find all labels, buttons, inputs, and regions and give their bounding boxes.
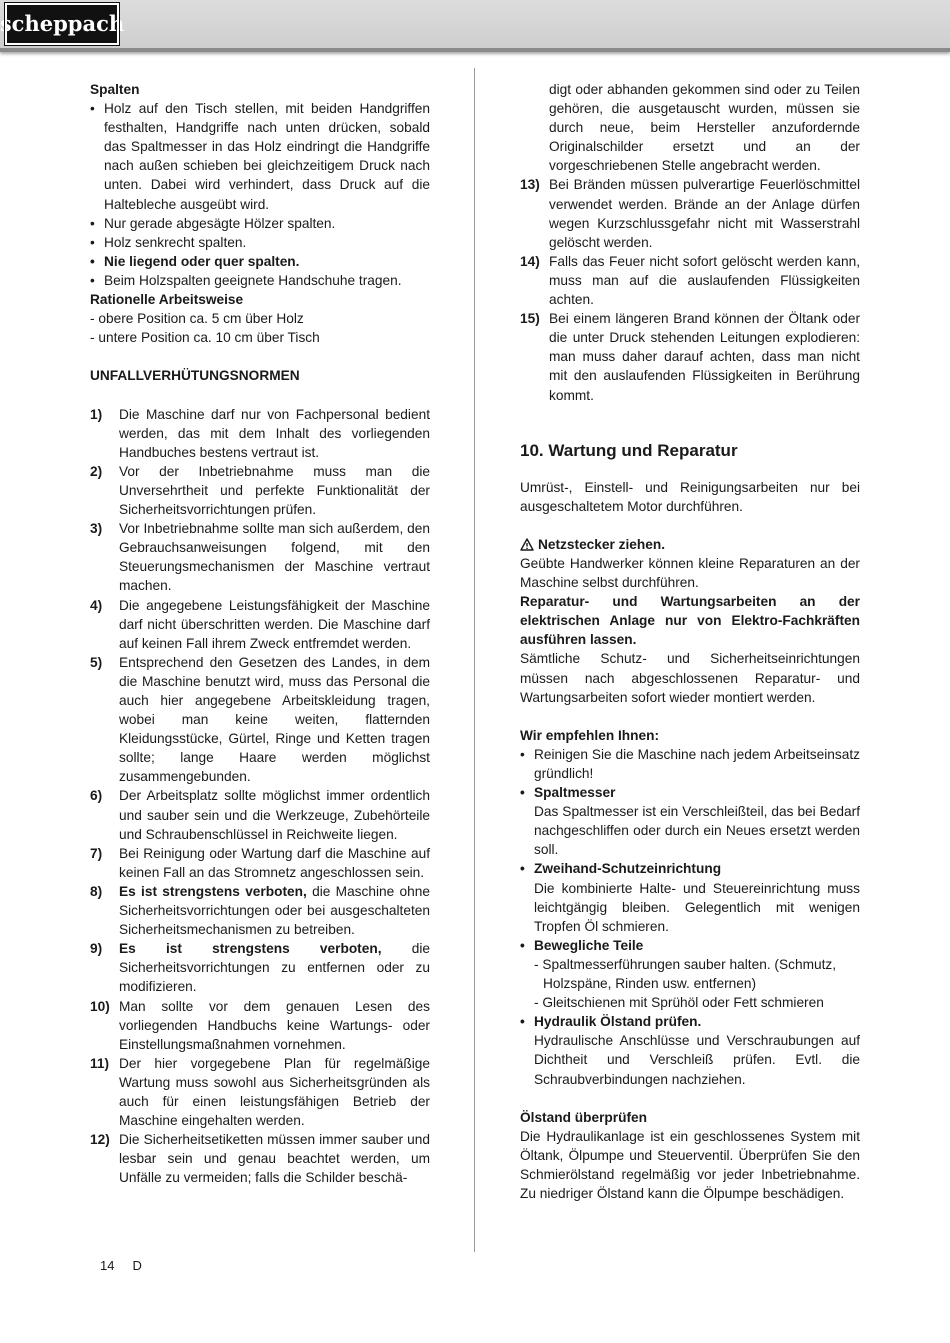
rule-item [90,405,430,462]
rule-text: Die Maschine darf nur von Fachpersonal bedient werden, das mit dem Inhalt des vorliegenden Handbuches bestens vertraut ist. [119,406,430,460]
netzstecker-heading [520,535,860,554]
rule-number: 9) [90,941,103,957]
column-divider [474,68,475,1252]
rule-text: Man sollte vor dem genauen Lesen des vorliegenden Handbuchs keine Wartungs- oder Einstellungsmaßnahmen vornehmen. [119,998,430,1052]
oelstand-text: Die Hydraulikanlage ist ein geschlossenes System mit Öltank, Ölpumpe und Steuerventil. Überprüfen Sie den Schmierölstand regelmäßig vor jeder Inbetriebnahme. Zu niedriger Ölstand kann die Ölpumpe beschädigen. [520,1128,860,1202]
rule-item [520,309,860,404]
rule-item [90,997,430,1054]
spalten-bullet-4: • Nie liegend oder quer spalten. [90,252,430,271]
rule-number: 1) [90,406,103,422]
rule-item [520,252,860,309]
rule-number: 3) [90,521,103,537]
empfehlung-bullet-1: • Reinigen Sie die Maschine nach jedem Arbeitseinsatz gründlich! [520,745,860,783]
rule-item [90,939,430,996]
brand-logo [0,3,125,45]
spalten-bullet-1: • Holz auf den Tisch stellen, mit beiden Handgriffen festhalten, Handgriffe nach unten drücken, sobald das Spaltmesser in das Holz eindringt die Handgriffe nach außen schieben bei gleichzeitigem Druck nach unten. Dabei wird verhindert, dass Druck auf die Haltebleche ausgeübt wird. [90,99,430,214]
rational-heading: Rationelle Arbeitsweise [90,292,244,308]
right-column [520,80,860,1203]
rule-item [90,1130,430,1187]
rule-number: 2) [90,463,103,479]
rational-line-2: - untere Position ca. 10 cm über Tisch [90,330,320,346]
netzstecker-label: Netzstecker ziehen. [538,536,666,552]
rule-item [90,844,430,882]
rule-number: 8) [90,883,103,899]
rule-text: Falls das Feuer nicht sofort gelöscht werden kann, muss man auf die auslaufenden Flüssigkeiten achten. [549,253,860,308]
page-footer [100,1256,160,1275]
elektro-warning: Reparatur- und Wartungsarbeiten an der elektrischen Anlage nur von Elektro-Fachkräften ausführen lassen. [520,594,860,648]
rule-item [90,653,430,787]
netzstecker-text: Geübte Handwerker können kleine Reparaturen an der Maschine selbst durchführen. [520,555,860,591]
unfall-heading: UNFALLVERHÜTUNGSNORMEN [90,368,300,384]
rule-text: Bei einem längeren Brand können der Öltank oder die unter Druck stehenden Leitungen explodieren: man muss daher darauf achten, dass man nicht mit den auslaufenden Flüssigkeiten in Berührung kommt. [549,311,860,403]
rule-item [90,519,430,595]
zweihand-heading: • Zweihand-Schutzeinrichtung [520,859,860,878]
language-code: D [132,1258,142,1273]
schutz-text: Sämtliche Schutz- und Sicherheitseinrichtungen müssen nach abgeschlossenen Reparatur- und Wartungsarbeiten sofort wieder montiert werden. [520,651,860,705]
rule-item [90,786,430,843]
logo-text: scheppach [0,11,125,36]
bewegliche-teile-line-2: - Gleitschienen mit Sprühöl oder Fett schmieren [534,995,824,1011]
rule-number: 10) [90,998,110,1014]
rule-item [90,596,430,653]
oelstand-heading: Ölstand überprüfen [520,1109,647,1125]
rule-text: Der hier vorgegebene Plan für regelmäßige Wartung muss sowohl aus Sicherheitsgründen als auch für einen leistungsfähigen Betrieb der Maschine eingehalten werden. [119,1055,430,1129]
spalten-bullet-2: • Nur gerade abgesägte Hölzer spalten. [90,214,430,233]
rule-text: Vor Inbetriebnahme sollte man sich außerdem, den Gebrauchsanweisungen folgend, mit den Steuerungsmechanismen der Maschine vertraut machen. [119,521,430,594]
rule-item [90,882,430,939]
rule-text: die Maschine ohne Sicherheitsvorrichtungen oder bei ausgeschalteten Sicherheitsmechanismen zu betreiben. [119,883,430,938]
bewegliche-teile-line-1b: Holzspäne, Rinden usw. entfernen) [543,976,757,992]
rule-bold-text: Es ist strengstens verboten, [119,883,307,899]
rule-number: 11) [90,1055,110,1071]
spaltmesser-heading: • Spaltmesser [520,783,860,802]
bewegliche-teile-line-1: - Spaltmesserführungen sauber halten. (Schmutz, [534,956,837,972]
rule-number: 13) [520,177,540,193]
intro-text: Umrüst-, Einstell- und Reinigungsarbeiten nur bei ausgeschaltetem Motor durchführen. [520,479,860,514]
rule-text: die Sicherheitsvorrichtungen zu entfernen oder zu modifizieren. [119,941,430,995]
rule-text: Bei Reinigung oder Wartung darf die Maschine auf keinen Fall an das Stromnetz angeschlossen sein. [119,845,430,880]
rule-12-continuation: digt oder abhanden gekommen sind oder zu Teilen gehören, die ausgetauscht wurden, müssen sie durch neue, beim Hersteller anzufordernde Originalschilder ersetzt und an der vorgeschriebenen Stelle angebracht werden. [549,82,860,174]
left-column [90,80,430,1187]
rule-number: 6) [90,788,103,804]
rule-number: 5) [90,654,103,670]
rule-item [520,175,860,251]
rule-number: 15) [520,311,540,327]
rule-text: Bei Bränden müssen pulverartige Feuerlöschmittel verwendet werden. Brände an der Anlage dürfen wegen Kurzschlussgefahr nicht mit Wasserstrahl gelöscht werden. [549,177,860,250]
rule-bold-text: Es ist strengstens verboten, [119,941,382,957]
rule-text: Entsprechend den Gesetzen des Landes, in dem die Maschine benutzt wird, muss das Personal die auch hier angegebene Arbeitskleidung tragen, wobei man keine weiten, flatternden Kleidungsstücke, Gürtel, Ringe und Ketten tragen sollte; lange Haare werden möglichst zusammengebunden. [119,654,430,785]
rule-text: Der Arbeitsplatz sollte möglichst immer ordentlich und sauber sein und die Werkzeuge, Zubehörteile und Schraubenschlüssel in Reichweite liegen. [119,788,430,842]
rule-item [90,1054,430,1130]
bewegliche-teile-heading: • Bewegliche Teile [520,936,860,955]
hydraulik-heading: • Hydraulik Ölstand prüfen. [520,1012,860,1031]
header-bar [0,0,950,52]
zweihand-text: Die kombinierte Halte- und Steuereinrichtung muss leichtgängig bleiben. Gelegentlich mit wenigen Tropfen Öl schmieren. [534,880,860,934]
rational-line-1: - obere Position ca. 5 cm über Holz [90,311,304,327]
rule-item [90,462,430,519]
spalten-bullet-3: • Holz senkrecht spalten. [90,233,430,252]
hydraulik-text: Hydraulische Anschlüsse und Verschraubungen auf Dichtheit und Verschleiß prüfen. Evtl. die Schraubverbindungen nachziehen. [534,1033,860,1087]
page-number: 14 [100,1258,115,1273]
rule-number: 12) [90,1132,110,1148]
spaltmesser-text: Das Spaltmesser ist ein Verschleißteil, das bei Bedarf nachgeschliffen oder durch ein Neues ersetzt werden soll. [534,804,860,858]
rule-text: Vor der Inbetriebnahme muss man die Unversehrtheit und perfekte Funktionalität der Sicherheitsvorrichtungen prüfen. [119,463,430,518]
empfehlung-heading: Wir empfehlen Ihnen: [520,727,660,743]
spalten-bullet-5: • Beim Holzspalten geeignete Handschuhe tragen. [90,271,430,290]
spalten-heading: Spalten [90,82,140,97]
rule-number: 14) [520,253,540,269]
rule-number: 4) [90,597,103,613]
section-title: 10. Wartung und Reparatur [520,440,738,460]
rule-text: Die angegebene Leistungsfähigkeit der Maschine darf nicht überschritten werden. Die Maschine darf auf keinen Fall ihrem Zweck entfremdet werden. [119,597,430,651]
logo-wordmark [0,5,125,43]
rule-text: Die Sicherheitsetiketten müssen immer sauber und lesbar sein und genau beachtet werden, um Unfälle zu vermeiden; falls die Schilder beschä- [119,1132,430,1186]
rule-number: 7) [90,845,103,861]
warning-triangle-icon [520,538,534,551]
